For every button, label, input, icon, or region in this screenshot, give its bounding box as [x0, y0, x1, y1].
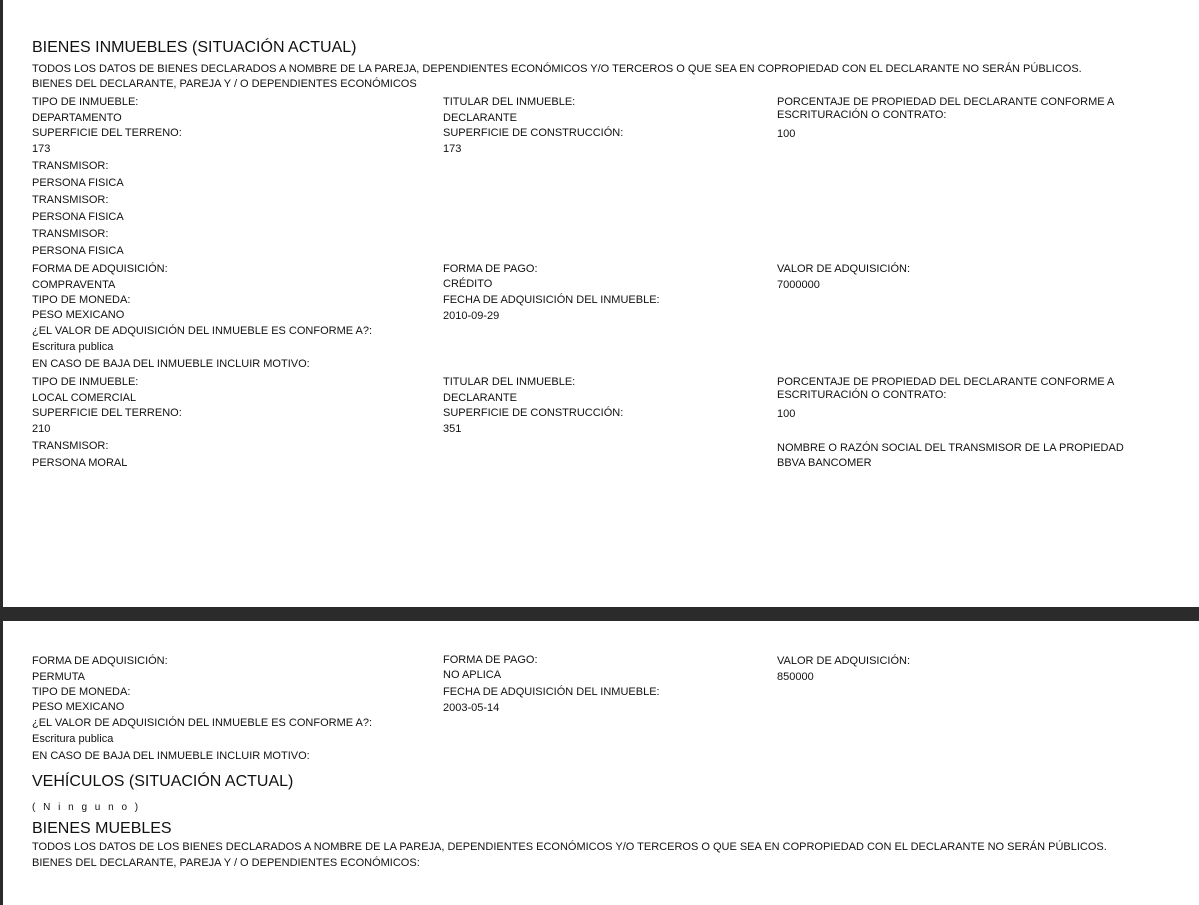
- p2-porcentaje-value: 100: [777, 408, 796, 420]
- p1-transmisor-label: TRANSMISOR:: [32, 194, 109, 206]
- muebles-subtitle: BIENES DEL DECLARANTE, PAREJA Y / O DEPENDIENTES ECONÓMICOS:: [32, 857, 420, 869]
- p2-tipo-label: TIPO DE INMUEBLE:: [32, 376, 139, 388]
- p1-sup-terreno-label: SUPERFICIE DEL TERRENO:: [32, 127, 182, 139]
- p2b-forma-pago-value: NO APLICA: [443, 669, 502, 681]
- p1-baja-label: EN CASO DE BAJA DEL INMUEBLE INCLUIR MOTIVO:: [32, 358, 310, 370]
- p2b-moneda-label: TIPO DE MONEDA:: [32, 686, 131, 698]
- p1-transmisor-value: PERSONA FISICA: [32, 177, 124, 189]
- p2-sup-construccion-label: SUPERFICIE DE CONSTRUCCIÓN:: [443, 407, 624, 419]
- p1-transmisor-label: TRANSMISOR:: [32, 228, 109, 240]
- section-subtitle: BIENES DEL DECLARANTE, PAREJA Y / O DEPENDIENTES ECONÓMICOS: [32, 78, 417, 90]
- p2-transmisor-value: PERSONA MORAL: [32, 457, 128, 469]
- p1-moneda-label: TIPO DE MONEDA:: [32, 294, 131, 306]
- section-title-vehiculos: VEHÍCULOS (SITUACIÓN ACTUAL): [32, 773, 294, 790]
- p1-moneda-value: PESO MEXICANO: [32, 309, 125, 321]
- p2b-forma-pago-label: FORMA DE PAGO:: [443, 654, 538, 666]
- p2b-baja-label: EN CASO DE BAJA DEL INMUEBLE INCLUIR MOTIVO:: [32, 750, 310, 762]
- p1-forma-adq-label: FORMA DE ADQUISICIÓN:: [32, 263, 168, 275]
- muebles-privacy-note: TODOS LOS DATOS DE LOS BIENES DECLARADOS A NOMBRE DE LA PAREJA, DEPENDIENTES ECONÓMICOS Y/O TERCEROS O QUE SEA EN COPROPIEDAD CON EL DECLARANTE NO SERÁN PÚBLICOS.: [32, 841, 1107, 853]
- p1-conforme-label: ¿EL VALOR DE ADQUISICIÓN DEL INMUEBLE ES CONFORME A?:: [32, 325, 373, 337]
- p1-tipo-label: TIPO DE INMUEBLE:: [32, 96, 139, 108]
- p1-forma-adq-value: COMPRAVENTA: [32, 279, 116, 291]
- p2-sup-terreno-value: 210: [32, 423, 51, 435]
- p1-tipo-value: DEPARTAMENTO: [32, 112, 122, 124]
- vehiculos-ninguno: ( N i n g u n o ): [32, 802, 141, 813]
- p1-conforme-value: Escritura publica: [32, 341, 114, 353]
- p1-transmisor-value: PERSONA FISICA: [32, 211, 124, 223]
- p1-sup-construccion-label: SUPERFICIE DE CONSTRUCCIÓN:: [443, 127, 624, 139]
- p2-titular-value: DECLARANTE: [443, 392, 517, 404]
- p2b-moneda-value: PESO MEXICANO: [32, 701, 125, 713]
- p2b-valor-adq-label: VALOR DE ADQUISICIÓN:: [777, 655, 911, 667]
- p1-fecha-label: FECHA DE ADQUISICIÓN DEL INMUEBLE:: [443, 294, 660, 306]
- p1-fecha-value: 2010-09-29: [443, 310, 500, 322]
- p2-razon-social-label: NOMBRE O RAZÓN SOCIAL DEL TRANSMISOR DE LA PROPIEDAD: [777, 442, 1124, 454]
- p2-titular-label: TITULAR DEL INMUEBLE:: [443, 376, 576, 388]
- page-separator: [0, 607, 1199, 621]
- p2-sup-construccion-value: 351: [443, 423, 462, 435]
- p2b-valor-adq-value: 850000: [777, 671, 814, 683]
- p2b-fecha-label: FECHA DE ADQUISICIÓN DEL INMUEBLE:: [443, 686, 660, 698]
- p2-transmisor-label: TRANSMISOR:: [32, 440, 109, 452]
- p1-titular-value: DECLARANTE: [443, 112, 517, 124]
- p2b-forma-adq-value: PERMUTA: [32, 671, 85, 683]
- p1-valor-adq-value: 7000000: [777, 279, 820, 291]
- privacy-note: TODOS LOS DATOS DE BIENES DECLARADOS A NOMBRE DE LA PAREJA, DEPENDIENTES ECONÓMICOS Y/O TERCEROS O QUE SEA EN COPROPIEDAD CON EL DECLARANTE NO SERÁN PÚBLICOS.: [32, 63, 1082, 75]
- p1-forma-pago-value: CRÉDITO: [443, 278, 493, 290]
- p2b-conforme-value: Escritura publica: [32, 733, 114, 745]
- document-page-2: [0, 621, 1199, 905]
- p1-sup-construccion-value: 173: [443, 143, 462, 155]
- p2-tipo-value: LOCAL COMERCIAL: [32, 392, 137, 404]
- p2-porcentaje-label: PORCENTAJE DE PROPIEDAD DEL DECLARANTE CONFORME A ESCRITURACIÓN O CONTRATO:: [777, 376, 1114, 401]
- p2-sup-terreno-label: SUPERFICIE DEL TERRENO:: [32, 407, 182, 419]
- p2b-forma-adq-label: FORMA DE ADQUISICIÓN:: [32, 655, 168, 667]
- p2b-fecha-value: 2003-05-14: [443, 702, 500, 714]
- p2b-conforme-label: ¿EL VALOR DE ADQUISICIÓN DEL INMUEBLE ES CONFORME A?:: [32, 717, 373, 729]
- p1-transmisor-value: PERSONA FISICA: [32, 245, 124, 257]
- p1-transmisor-label: TRANSMISOR:: [32, 160, 109, 172]
- p1-porcentaje-label: PORCENTAJE DE PROPIEDAD DEL DECLARANTE CONFORME A ESCRITURACIÓN O CONTRATO:: [777, 96, 1114, 121]
- p1-forma-pago-label: FORMA DE PAGO:: [443, 263, 538, 275]
- section-title-bienes-muebles: BIENES MUEBLES: [32, 820, 172, 837]
- p2-razon-social-value: BBVA BANCOMER: [777, 457, 872, 469]
- p1-sup-terreno-value: 173: [32, 143, 51, 155]
- p1-porcentaje-value: 100: [777, 128, 796, 140]
- p1-valor-adq-label: VALOR DE ADQUISICIÓN:: [777, 263, 911, 275]
- p1-titular-label: TITULAR DEL INMUEBLE:: [443, 96, 576, 108]
- section-title-bienes-inmuebles: BIENES INMUEBLES (SITUACIÓN ACTUAL): [32, 39, 357, 56]
